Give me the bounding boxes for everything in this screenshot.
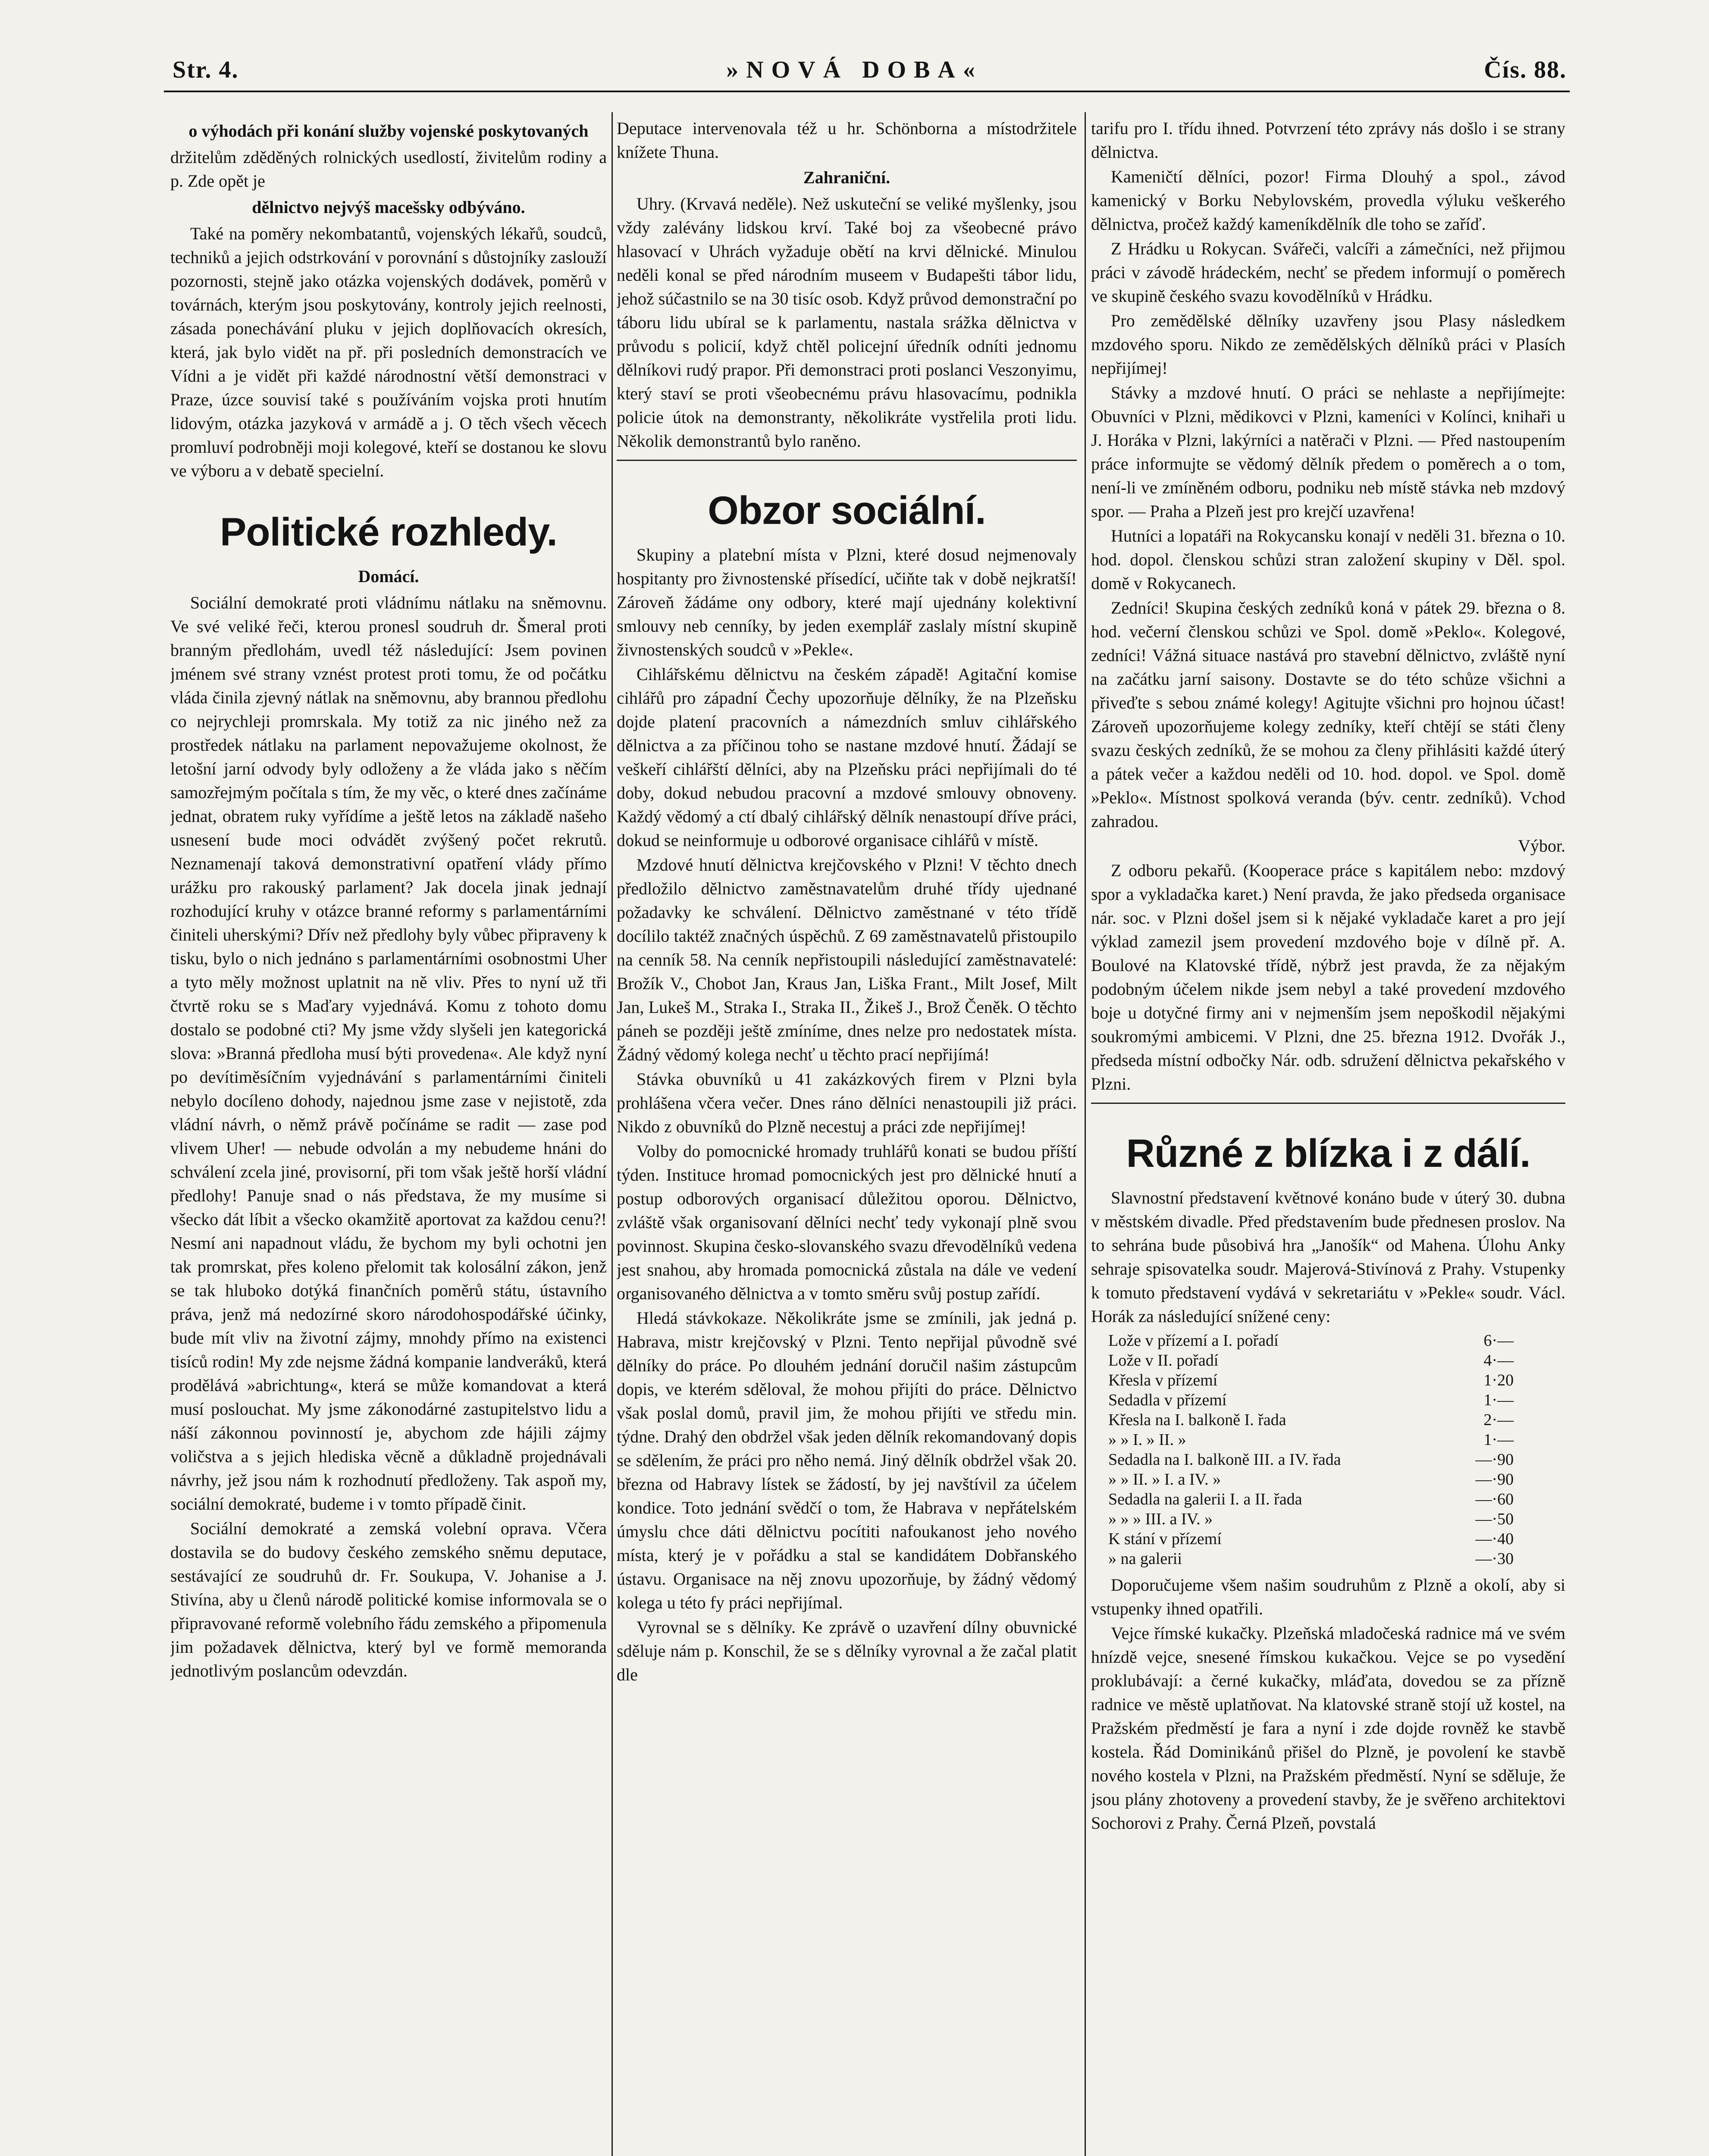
price-label: » » II. » I. a IV. »: [1108, 1470, 1221, 1489]
paragraph: Stávky a mzdové hnutí. O práci se nehlaste a nepřijímejte: Obuvníci v Plzni, mědikovci v Plzni, kameníci v Kolínci, knihaři u J. Horáka v Plzni, lakýrníci a natěrači v Plzni. — Před nastoupením práce informujte se vědomý dělník předem o poměrech a o tom, není-li ve zmíněném odboru, podniku neb místě stávka neb mzdový spor. — Praha a Plzeň jest pro krejčí uzavřena!: [1091, 383, 1565, 521]
paragraph: Mzdové hnutí dělnictva krejčovského v Plzni! V těchto dnech předložilo dělnictvo zaměstnavatelům druhé třídy ujednané požadavky ke schválení. Dělnictvo zaměstnané v této třídě docílilo taktéž značných úspěchů. Z 69 zaměstnavatelů přistoupilo na cenník 58. Na cenník nepřistoupili následující zaměstnavatelé: Brožík V., Chobot Jan, Kraus Jan, Liška Frant., Milt Josef, Milt Jan, Lukeš M., Straka I., Straka II., Žikeš J., Brož Čeněk. O těchto páneh se později ještě zmíníme, dnes nelze pro nedostatek místa. Žádný vědomý kolega nechť u těchto prací nepřijímá!: [617, 855, 1077, 1064]
signoff: Výbor.: [1518, 836, 1565, 856]
paragraph: Také na poměry nekombatantů, vojenských lékařů, soudců, techniků a jejich odstrkování v porovnání s důstojníky zaslouží pozornosti, stejně jako otázka vojenských dodávek, poměrů v továrnách, kterým jsou poskytovány, kontroly jejich reelnosti, zásada ponechávání pluku v jejich doplňovacích okresích, která, jak bylo vidět na př. při posledních demonstracích ve Vídni a je vidět při každé národnostní větší demonstraci v Praze, úzce souvisí také s používáním vojska proti hnutím lidovým, otázka jazyková v armádě a j. O těch všech věcech promluví podrobněji moji kolegové, kteří se dostanou ke slovu ve výboru a v debatě specielní.: [170, 224, 607, 480]
newspaper-title: »NOVÁ DOBA«: [726, 56, 983, 83]
price-value: —·90: [1475, 1451, 1514, 1469]
table-row: [1091, 1450, 1565, 1470]
article-heading: dělnictvo nejvýš macešsky odbýváno.: [252, 197, 525, 217]
section-title-politicke-rozhledy: Politické rozhledy.: [220, 510, 557, 554]
paragraph: Sociální demokraté a zemská volební oprava. Včera dostavila se do budovy českého zemského sněmu deputace, sestávající ze soudruhů dr. Fr. Soukupa, V. Johanise a J. Stivína, aby u členů národě politické komise informovala se o připravované reformě volebního řádu zemského a připomenula jim požadavek dělnictva, který byl ve formě memoranda jednotlivým poslancům odevzdán.: [170, 1519, 607, 1680]
price-value: —·30: [1475, 1550, 1514, 1568]
table-row: [1091, 1410, 1565, 1430]
paragraph: Zedníci! Skupina českých zedníků koná v pátek 29. března o 8. hod. večerní členskou schůzi ve Spol. domě »Peklo«. Kolegové, zedníci! Vážná situace nastává pro stavební dělnictvo, zvláště nyní na začátku jarní saisony. Dostavte se do této schůze všichni a přiveďte s sebou známé kolegy! Agitujte všichni pro hojnou účast! Zároveň upozorňujeme kolegy zedníky, kteří chtějí se státi členy svazu českých zedníků, že se mohou za členy přihlásiti každé úterý a pátek večer a každou neděli od 10. hod. dopol. ve Spol. domě »Peklo«. Místnost spolková veranda (býv. centr. zedníků). Vchod zahradou.: [1091, 598, 1565, 831]
section-title-ruzne: Různé z blízka i z dálí.: [1126, 1131, 1530, 1175]
column-2: [617, 116, 1077, 2156]
price-label: Sedadla na galerii I. a II. řada: [1108, 1490, 1302, 1508]
table-row: [1091, 1489, 1565, 1509]
price-label: Sedadla na I. balkoně III. a IV. řada: [1108, 1451, 1341, 1469]
table-row: [1091, 1351, 1565, 1370]
price-label: K stání v přízemí: [1108, 1530, 1222, 1548]
price-value: 6·—: [1483, 1332, 1514, 1350]
price-value: 2·—: [1483, 1411, 1514, 1429]
paragraph: Cihlářskému dělnictvu na českém západě! Agitační komise cihlářů pro západní Čechy upozorňuje dělníky, že na Plzeňsku dojde platení pracovních a námezdních smluv cihlářského dělnictva a za příčinou toho se nastane mzdové hnutí. Žádají se veškeří cihlářští dělníci, aby na Plzeňsku práci nepřijímali do té doby, dokud nebudou pracovní a mzdové smlouvy obnoveny. Každý vědomý a ctí dbalý cihlářský dělník nenastoupí dříve práci, dokud se neinformuje u odborové organisace cihlářů v místě.: [617, 664, 1077, 850]
paragraph: tarifu pro I. třídu ihned. Potvrzení této zprávy nás došlo i se strany dělnictva.: [1091, 119, 1565, 162]
price-value: 1·—: [1483, 1391, 1514, 1409]
table-row: [1091, 1529, 1565, 1549]
paragraph: Z odboru pekařů. (Kooperace práce s kapitálem nebo: mzdový spor a vykladačka karet.) Není pravda, že jako předseda organisace nár. soc. v Plzni došel jsem si k nějaké vykladače karet a pro její výklad zamezil jsem provedení mzdového boje v dílně př. A. Boulové na Klatovské třídě, nýbrž jest pravda, že za nějakým podobným účelem nikde jsem nebyl a také provedení mzdového boje u dotyčné firmy ani v nejmenším jsem nepoškodil nějakými soukromými ambicemi. V Plzni, dne 25. března 1912. Dvořák J., předseda místní odbočky Nár. odb. sdružení dělnictva pekařského v Plzni.: [1091, 861, 1565, 1094]
column-3: [1091, 116, 1565, 2156]
price-value: —·40: [1475, 1530, 1514, 1548]
paragraph: Uhry. (Krvavá neděle). Než uskuteční se veliké myšlenky, jsou vždy zalévány lidskou krví. Také boj za všeobecné právo hlasovací v Uhrách vyžaduje obětí na krvi dělnické. Minulou neděli konal se před národním museem v Budapešti tábor lidu, jehož súčastnilo se na 30 tisíc osob. Když průvod demonstrační po táboru lidu ubíral se k parlamentu, nastala srážka dělnictva v průvodu s policií, když chtěl policejní úředník odníti jednomu dělníkovi rudý prapor. Při demonstraci proti poslanci Veszonyimu, který staví se proti všeobecnému právu hlasovacímu, podnikla policie útok na demonstranty, několikráte vystřelila proti lidu. Několik demonstrantů bylo raněno.: [617, 194, 1077, 451]
paragraph: držitelům zděděných rolnických usedlostí, živitelům rodiny a p. Zde opět je: [170, 147, 607, 191]
paragraph: Vyrovnal se s dělníky. Ke zprávě o uzavření dílny obuvnické sděluje nám p. Konschil, že se s dělníky vyrovnal a že začal platit dle: [617, 1617, 1077, 1684]
article-heading: o výhodách při konání služby vojenské poskytovaných: [188, 121, 589, 141]
price-value: —·60: [1475, 1490, 1514, 1508]
ticket-price-table: [1091, 1331, 1565, 1569]
page-number: Str. 4.: [172, 56, 239, 83]
subsection-heading: Domácí.: [358, 567, 419, 586]
paragraph: Z Hrádku u Rokycan. Svářeči, valcíři a zámečníci, než přijmou práci v závodě hrádeckém, nechť se předem informují o poměrech ve skupině českého svazu kovodělníků v Hrádku.: [1091, 239, 1565, 306]
table-row: [1091, 1331, 1565, 1351]
price-label: » » I. » II. »: [1108, 1431, 1186, 1449]
paragraph: Volby do pomocnické hromady truhlářů konati se budou příští týden. Instituce hromad pomocnických jest pro dělnické hnutí a postup odborových organisací důležitou oporou. Dělnictvo, zvláště však organisovaní dělníci nechť tedy vykonají plně svou povinnost. Skupina česko-slovanského svazu dřevodělníků vedena jest snahou, aby hromada pomocnická zůstala na dále ve vedení organisovaného dělnictva a v tomto směru svůj postup zařídí.: [617, 1141, 1077, 1303]
price-label: » » » III. a IV. »: [1108, 1510, 1213, 1528]
table-row: [1091, 1549, 1565, 1569]
column-divider-2: [1085, 112, 1086, 2156]
column-1: [170, 116, 607, 2156]
price-value: 4·—: [1483, 1351, 1514, 1369]
separator: [1091, 1103, 1565, 1104]
price-label: Lože v II. pořadí: [1108, 1351, 1219, 1369]
subsection-heading: Zahraniční.: [803, 168, 891, 187]
table-row: [1091, 1430, 1565, 1450]
price-value: 1·20: [1483, 1371, 1514, 1389]
paragraph: Sociální demokraté proti vládnímu nátlaku na sněmovnu. Ve své veliké řeči, kterou pronesl soudruh dr. Šmeral proti branným předlohám, uvedl též následující: Jsem povinen jménem své strany vznést protest proti tomu, že od počátku vláda činila zjevný nátlak na sněmovnu, aby brannou předlohu co nejrychleji promrskala. My totiž za nic jiného než za prostředek nátlaku na parlament nepovažujeme okolnost, že letošní jarní odvody byly odloženy a že vláda jako s něčím samozřejmým počítala s tím, že my věc, o které dnes začínáme jednat, obratem ruky vyřídíme a ještě letos na základě našeho usnesení bude moci odvádět zvýšený počet rekrutů. Neznamenají taková demonstrativní opatření vlády přímo urážku pro rakouský parlament? Jak docela jinak jednají rozhodující kruhy v otázce branné reformy s parlamentárními činiteli uherskými? Dřív než předlohy byly vůbec připraveny k tisku, bylo o nich jednáno s parlamentárními osobnostmi Uher a tyto měly možnost uplatnit na ně vliv. Přes to nyní už tři čtvrtě roku se s Maďary vyjednává. Komu z tohoto domu dostalo se podobné cti? My jsme vždy slyšeli jen kategorická slova: »Branná předloha musí býti provedena«. Ale když nyní po devítiměsíčním vyjednávání s parlamentárními činiteli nebylo docíleno dohody, najednou jsme zase v nejistotě, zda vládní návrh, o němž právě počínáme se radit — zase pod vlivem Uher! — nebude odvolán a my nebudeme hnáni do schválení zcela jiné, provisorní, při tom však ještě horší vládní předlohy! Panuje snad o nás představa, že my musíme si všecko dát líbit a všecko okamžitě aportovat za každou cenu?! Nesmí ani napadnout vládu, že bychom my byli ochotni jen tak promrskat, přes koleno přelomit tak kolosální zákon, jenž se tak hluboko dotýká finančních poměrů státu, ústavního práva, jenž má nedozírné skoro národohospodářské účinky, bude mít vliv na životní zájmy, mnohdy přímo na existenci tisíců rodin! My zde nejsme žádná kompanie landveráků, která prodělává »abrichtung«, která se může komandovat a která musí poslouchat. My jsme zákonodárné zastupitelstvo lidu a náší zákonnou povinností je, abychom zde hájili zájmy voličstva a s jejich hlediska věcně a důkladně projednávali návrhy, jež jsou nám k rozhodnutí předloženy. Tak aspoň my, sociální demokraté, budeme i v tomto případě činit.: [170, 593, 607, 1514]
price-value: —·90: [1475, 1470, 1514, 1489]
price-label: Sedadla v přízemí: [1108, 1391, 1227, 1409]
paragraph: Hledá stávkokaze. Několikráte jsme se zmínili, jak jedná p. Habrava, mistr krejčovský v Plzni. Tento nepřijal původně své dělníky do práce. Po dlouhém jednání doručil našim zástupcům dopis, ve kterém sděloval, že mohou přijíti do práce. Dělnictvo však poslal domů, pravil jim, že mohou přijíti ve středu min. týdne. Drahý den obdržel však jeden dělník rekomandovaný dopis se sdělením, že práci pro něho nemá. Jiný dělník obdržel však 20. března od Habravy lístek se žádostí, by jej navštívil za účelem kondice. Toto jednání svědčí o tom, že Habrava v nepřátelském úmyslu chce dáti dělnictvu pocítiti nafoukanost jeho nového místa, který je v pořádku a stal se kandidátem Dobřanského ústavu. Organisace na něj znovu upozorňuje, by žádný vědomý kolega u této fy práci nepřijímal.: [617, 1308, 1077, 1612]
section-title-obzor-socialni: Obzor sociální.: [708, 489, 986, 533]
paragraph: Slavnostní představení květnové konáno bude v úterý 30. dubna v městském divadle. Před představením bude přednesen proslov. Na to sehrána bude působivá hra „Janošík“ od Mahena. Úlohu Anky sehraje spisovatelka soudr. Majerová-Stivínová z Prahy. Vstupenky k tomuto představení vydává v sekretariátu v »Pekle« soudr. Václ. Horák za následující snížené ceny:: [1091, 1188, 1565, 1326]
paragraph: Deputace intervenovala též u hr. Schönborna a místodržitele knížete Thuna.: [617, 119, 1077, 162]
header-rule: [164, 91, 1570, 92]
paragraph: Stávka obuvníků u 41 zakázkových firem v Plzni byla prohlášena včera večer. Dnes ráno dělníci nenastoupili již práci. Nikdo z obuvníků do Plzně necestuj a práci zde nepřijímej!: [617, 1069, 1077, 1136]
column-divider-1: [611, 112, 613, 2156]
paragraph: Vejce římské kukačky. Plzeňská mladočeská radnice má ve svém hnízdě vejce, snesené římskou kukačkou. Vejce se po vysedění proklubávají: a černé kukačky, mláďata, dovedou se za přízně radnice ve městě uplatňovat. Na klatovské straně stojí už kostel, na Pražském předměstí je fara a nyní i zde dojde rovněž ke stavbě kostela. Řád Dominikánů přišel do Plzně, je povolení ke stavbě nového kostela v Plzni, na Pražském předměstí. Nyní se sděluje, že jsou plány zhotoveny a provedení stavby, že je svěřeno architektovi Sochorovi z Prahy. Černá Plzeň, povstalá: [1091, 1623, 1565, 1833]
paragraph: Kameničtí dělníci, pozor! Firma Dlouhý a spol., závod kamenický v Borku Nebylovském, provedla výluku veškerého dělnictva, pročež každý kameníkdělník dle toho se zaříď.: [1091, 167, 1565, 234]
paragraph: Skupiny a platební místa v Plzni, které dosud nejmenovaly hospitanty pro živnostenské přísedící, učiňte tak v době nejkratší! Zároveň žádáme ony odbory, které mají ujednány kolektivní smlouvy neb cenníky, by jeden exemplář zaslaly místní skupině živnostenských soudců v »Pekle«.: [617, 545, 1077, 659]
table-row: [1091, 1390, 1565, 1410]
paragraph: Hutníci a lopatáři na Rokycansku konají v neděli 31. března o 10. hod. dopol. členskou schůzi stran založení skupiny v Děl. spol. domě v Rokycanech.: [1091, 526, 1565, 593]
price-value: —·50: [1475, 1510, 1514, 1528]
price-label: Křesla v přízemí: [1108, 1371, 1218, 1389]
table-row: [1091, 1370, 1565, 1390]
separator: [617, 460, 1077, 461]
issue-number: Čís. 88.: [1484, 56, 1567, 83]
table-row: [1091, 1470, 1565, 1489]
price-label: Křesla na I. balkoně I. řada: [1108, 1411, 1286, 1429]
price-label: » na galerii: [1108, 1550, 1182, 1568]
price-value: 1·—: [1483, 1431, 1514, 1449]
paragraph: Pro zemědělské dělníky uzavřeny jsou Plasy následkem mzdového sporu. Nikdo ze zemědělských dělníků práci v Plasích nepřijímej!: [1091, 311, 1565, 378]
page-header: [0, 0, 1709, 103]
price-label: Lože v přízemí a I. pořadí: [1108, 1332, 1279, 1350]
table-row: [1091, 1509, 1565, 1529]
paragraph: Doporučujeme všem našim soudruhům z Plzně a okolí, aby si vstupenky ihned opatřili.: [1091, 1575, 1565, 1618]
